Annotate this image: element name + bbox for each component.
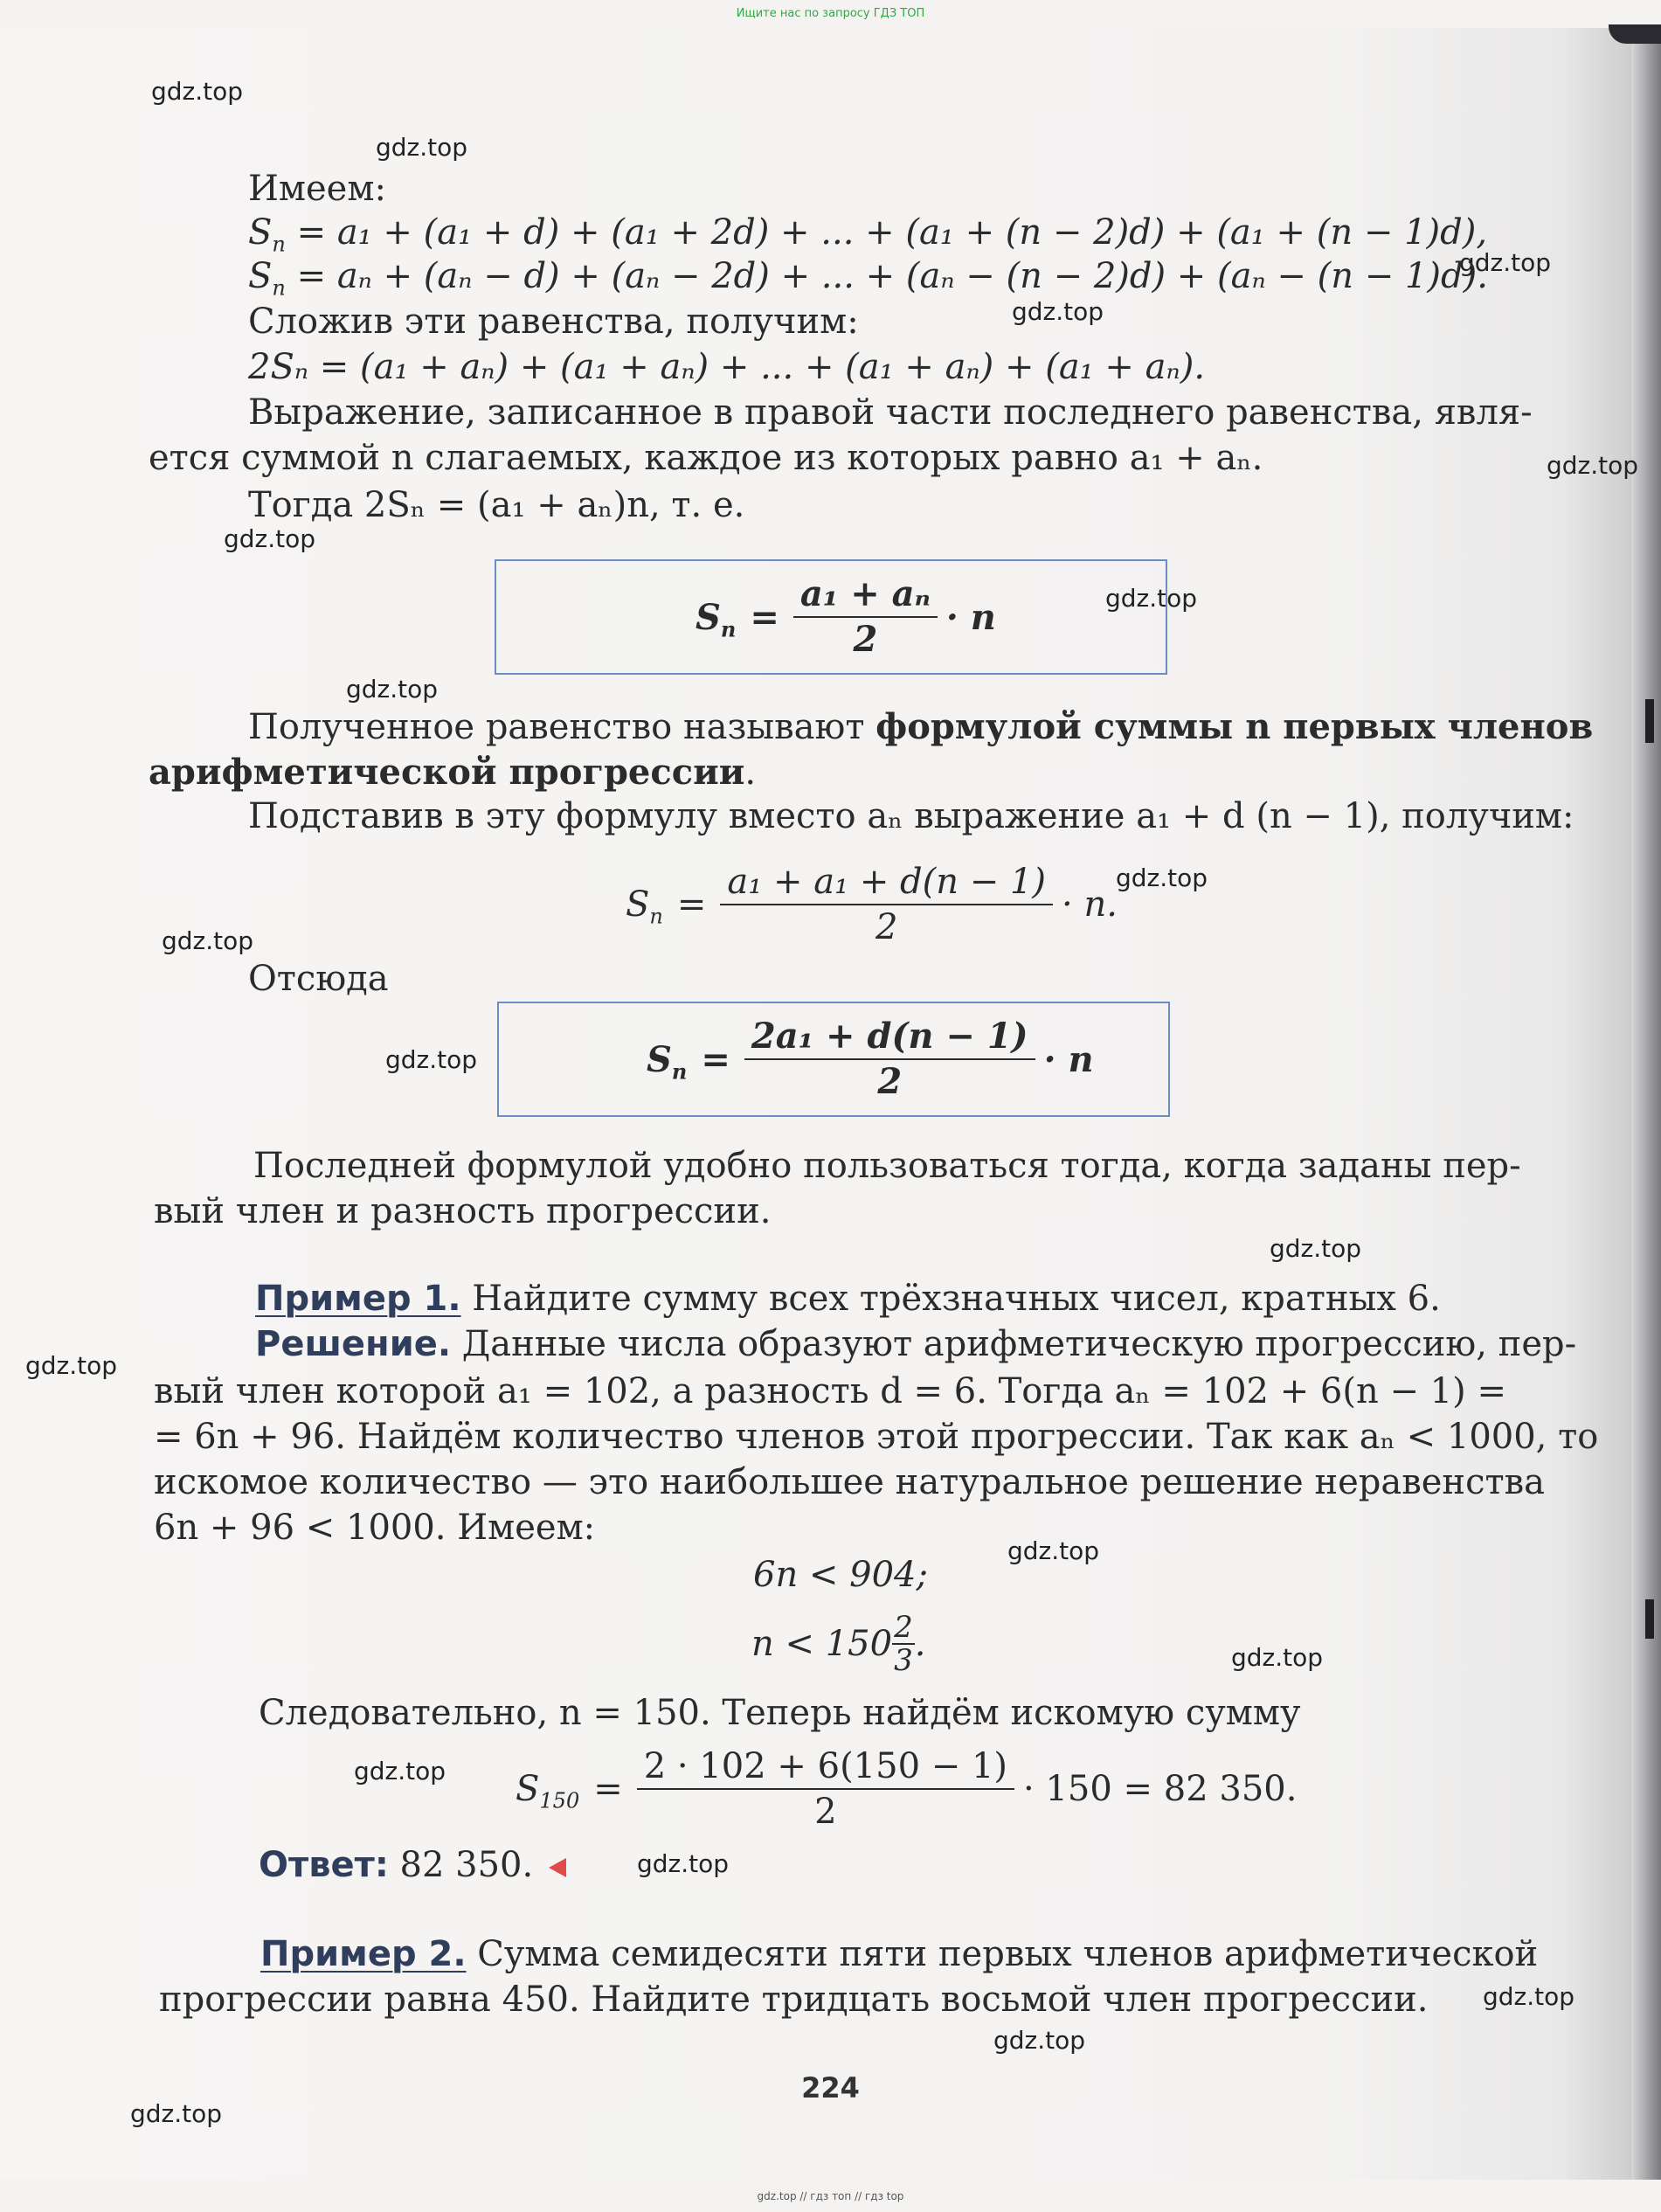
watermark: gdz.top <box>1007 1536 1100 1565</box>
watermark: gdz.top <box>162 926 254 955</box>
example-1-label: Пример 1. <box>255 1279 461 1319</box>
answer-line: Ответ: 82 350. <box>259 1842 566 1888</box>
example-2-line-2: прогрессии равна 450. Найдите тридцать восьмой член прогрессии. <box>159 1980 1429 2020</box>
solution-label: Решение. <box>255 1324 452 1364</box>
watermark: gdz.top <box>1105 584 1198 613</box>
paragraph-2-line-2: арифметической прогрессии. <box>149 752 757 793</box>
watermark: gdz.top <box>1483 1982 1575 2011</box>
spine-mark <box>1645 1599 1654 1639</box>
example-1-solution-line-2: вый член которой a₁ = 102, а разность d = 6. Тогда aₙ = 102 + 6(n − 1) = <box>154 1371 1506 1411</box>
page-number: 224 <box>801 2071 860 2105</box>
end-marker-icon <box>549 1858 566 1877</box>
top-banner[interactable]: Ищите нас по запросу ГДЗ ТОП <box>736 7 925 20</box>
intro-text: Имеем: <box>248 169 386 209</box>
equation-1: $S_n = a_1 + (a_1 + d) + (a_1 + 2d)$ + ... + (a₁ + (n − 2)d) + (a₁ + (n − 1)d), <box>248 212 1488 257</box>
watermark: gdz.top <box>130 2099 223 2128</box>
spine-mark <box>1645 699 1654 743</box>
paragraph-1-line-2: ется суммой n слагаемых, каждое из которых равно a₁ + aₙ. <box>149 438 1263 478</box>
sum-formula: $S_{150}$ = $\frac{2 \cdot 102 + 6(150 - 1)}{2}$ · 150 = 82 350. <box>516 1746 1298 1832</box>
add-text: Сложив эти равенства, получим: <box>248 302 859 342</box>
watermark: gdz.top <box>224 524 316 553</box>
answer-label: Ответ: <box>259 1845 389 1885</box>
watermark: gdz.top <box>1116 863 1208 892</box>
paragraph-1-line-1: Выражение, записанное в правой части последнего равенства, явля- <box>248 392 1533 433</box>
example-1-solution-line-1: Решение. Данные числа образуют арифметическую прогрессию, пер- <box>255 1324 1577 1364</box>
formula-3: $S_n$ = $\frac{\text{2a₁ + d(n − 1)}}{2}$ · n <box>647 1016 1094 1102</box>
equation-2: $S_n = a_n + (a_n - d) + (a_n - 2d)$ + ... + (aₙ − (n − 2)d) + (aₙ − (n − 1)d). <box>248 256 1488 301</box>
example-2-label: Пример 2. <box>260 1934 467 1974</box>
hence-text: Отсюда <box>248 959 389 999</box>
formula-2: $S_n$ = $\frac{\text{a₁ + a₁ + d(n − 1)}}{2}$ · n. <box>626 862 1118 947</box>
watermark: gdz.top <box>385 1045 478 1074</box>
watermark: gdz.top <box>1547 451 1639 480</box>
watermark: gdz.top <box>376 133 468 162</box>
watermark: gdz.top <box>637 1849 730 1878</box>
example-1-task: Пример 1. Найдите сумму всех трёхзначных чисел, кратных 6. <box>255 1279 1441 1319</box>
paragraph-2-line-1: Полученное равенство называют формулой суммы n первых членов <box>248 706 1594 747</box>
watermark: gdz.top <box>1231 1643 1324 1672</box>
equation-3: 2Sₙ = (a₁ + aₙ) + (a₁ + aₙ) + ... + (a₁ + aₙ) + (a₁ + aₙ). <box>248 347 1206 387</box>
example-2-line-1: Пример 2. Сумма семидесяти пяти первых членов арифметической <box>260 1934 1539 1974</box>
paragraph-3-line-1: Последней формулой удобно пользоваться тогда, когда заданы пер- <box>253 1146 1521 1186</box>
inequality-1: 6n < 904; <box>753 1555 928 1595</box>
watermark: gdz.top <box>25 1351 118 1380</box>
book-spine <box>1631 28 1661 2180</box>
inequality-2: n < 150 $\frac{2}{3}$ . <box>751 1610 926 1678</box>
example-1-solution-line-3: = 6n + 96. Найдём количество членов этой прогрессии. Так как aₙ < 1000, то <box>154 1417 1599 1457</box>
example-1-solution-line-4: искомое количество — это наибольшее натуральное решение неравенства <box>154 1462 1545 1502</box>
spine-shadow <box>1609 24 1661 44</box>
watermark: gdz.top <box>346 675 439 704</box>
watermark: gdz.top <box>1012 297 1104 326</box>
watermark: gdz.top <box>1270 1234 1362 1263</box>
watermark: gdz.top <box>993 2026 1086 2055</box>
example-1-solution-line-5: 6n + 96 < 1000. Имеем: <box>154 1508 596 1548</box>
formula-1: $S_n$ = $\frac{\text{a₁ + aₙ}}{2}$ · n <box>696 573 996 660</box>
watermark: gdz.top <box>354 1757 446 1786</box>
bottom-banner[interactable]: gdz.top // гдз топ // гдз top <box>757 2190 904 2202</box>
substitute-text: Подставив в эту формулу вместо aₙ выражение a₁ + d (n − 1), получим: <box>248 796 1574 836</box>
paragraph-3-line-2: вый член и разность прогрессии. <box>154 1191 772 1231</box>
conclusion-text: Следовательно, n = 150. Теперь найдём искомую сумму <box>259 1693 1301 1733</box>
watermark: gdz.top <box>151 77 244 106</box>
watermark: gdz.top <box>1459 248 1552 277</box>
then-text: Тогда 2Sₙ = (a₁ + aₙ)n, т. е. <box>248 485 745 525</box>
